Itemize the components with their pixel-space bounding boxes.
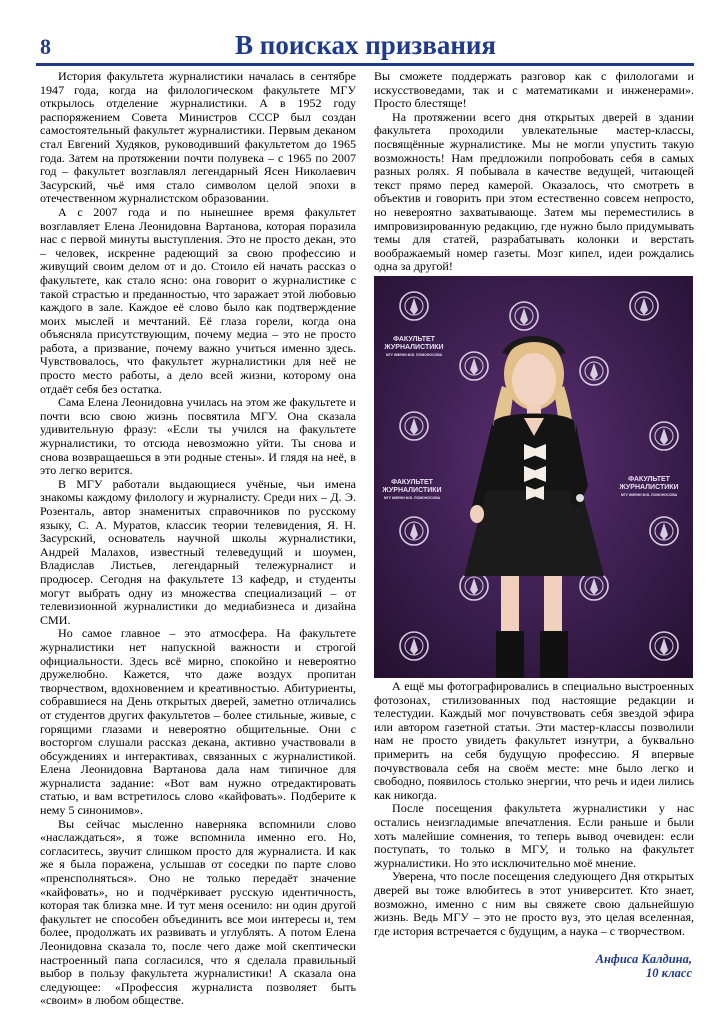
backdrop-label: ФАКУЛЬТЕТ: [628, 476, 670, 483]
photo-illustration: [374, 276, 693, 678]
backdrop-label: ЖУРНАЛИСТИКИ: [384, 344, 444, 351]
paragraph: Вы сейчас мысленно наверняка вспомнили слово «наслаждаться», я тоже вспомнила именно его. Но, согласитесь, звучит слишком просто для журналиста. И как же я была поражена, услышав от соседки по парте слово «пренсполняться». Оно не только передаёт значение «кайфовать», но и подчёркивает русскую идентичность, которая так близка мне. И тут меня осенило: ни один другой факультет не способен объединить все мои интересы и, тем более, продолжать их развивать и углублять. А потом Елена Леонидовна сказала то, после чего даже мой скептически настроенный папа согласился, что я сделала правильный выбор в пользу факультета журналистики! А сказала она следующее: «Профессия журналиста позволяет быть «своим» в любом обществе.: [40, 816, 356, 1008]
page-number: 8: [40, 34, 51, 59]
backdrop-sublabel: МГУ ИМЕНИ М.В. ЛОМОНОСОВА: [385, 353, 443, 357]
paragraph: Но самое главное – это атмосфера. На факультете журналистики нет напускной важности и строгой официальности. Здесь всё мирно, спокойно и невероятно дружелюбно. Кажется, что даже воздух пропитан творчеством, вдохновением и креативностью. Абитуриенты, собравшиеся на День открытых дверей, заметно отличались от студентов других факультетов – более стильные, живые, с горящими глазами и невероятно общительные. Они с восторгом слушали рассказ декана, активно участвовали в обсуждениях и интерактивах, связанных с журналистикой. Елена Леонидовна Вартанова дала нам типичное для журналиста задание: «Вот вам нужно отредактировать статью, и вам встретилось слово «кайфовать». Подберите к нему 5 синонимов».: [40, 626, 356, 818]
paragraph: А ещё мы фотографировались в специально выстроенных фотозонах, стилизованных под настоящие редакции и телестудии. Каждый мог почувствовать себя звездой эфира или автором газетной статьи. Эти мастер-классы позволили нам не просто увидеть факультет изнутри, а буквально примерить на себя будущую профессию. Я впервые почувствовала себя на своём месте: мне было легко и свободно, появилось столько энергии, что речь и идеи лились как никогда.: [374, 679, 694, 802]
backdrop-label: ФАКУЛЬТЕТ: [391, 479, 433, 486]
author-name: Анфиса Калдина,: [595, 952, 692, 966]
paragraph: Уверена, что после посещения следующего Дня открытых дверей вы тоже влюбитесь в этот университет. Кто знает, возможно, именно с ним вы свяжете свою дальнейшую жизнь. Ведь МГУ – это не просто вуз, это целая вселенная, где история встречается с будущим, а наука – с творчеством.: [374, 869, 694, 938]
paragraph: В МГУ работали выдающиеся учёные, чьи имена знакомы каждому филологу и журналисту. Среди них – Д. Э. Розенталь, автор знаменитых справочников по русскому языку, С. А. Муратов, классик теории телевидения, Я. Н. Засурский, основатель научной школы журналистики, Андрей Малахов, известный телеведущий и шоумен, Владислав Листьев, легендарный тележурналист и продюсер. Сегодня на факультете 13 кафедр, и студенты могут выбрать одну из множества специализаций – от телевизионной журналистики до медиабизнеса и дизайна СМИ.: [40, 476, 356, 627]
after-photo-column: [374, 680, 694, 938]
paragraph: После посещения факультета журналистики у нас остались неизгладимые впечатления. Если раньше и были хоть малейшие сомнения, то теперь вывод очевиден: если поступать, то только в МГУ, и только на факультет журналистики. Но это исключительно моё мнение.: [374, 801, 694, 870]
backdrop-sublabel: МГУ ИМЕНИ М.В. ЛОМОНОСОВА: [383, 496, 441, 500]
paragraph: А с 2007 года и по нынешнее время факультет возглавляет Елена Леонидовна Вартанова, которая поразила нас с первой минуты выступления. Это не просто декан, это – человек, искренне радеющий за свою профессию и живущий своим делом от и до. Стоило ей начать рассказ о факультете, как стало ясно: она говорит о журналистике с такой страстью и преданностью, что заражает этой любовью каждого в зале. Каждое её слово было как подтверждение моих мыслей и мечтаний. Её глаза горели, когда она объясняла присутствующим, почему медиа – это не просто работа, а призвание, почему важно учиться именно здесь. Чувствовалось, что факультет журналистики для неё не просто место работы, а дело всей жизни, которому она отдаёт себя без остатка.: [40, 204, 356, 396]
backdrop-label: ЖУРНАЛИСТИКИ: [382, 487, 442, 494]
backdrop-sublabel: МГУ ИМЕНИ М.В. ЛОМОНОСОВА: [620, 493, 678, 497]
author-signature: [596, 952, 692, 980]
left-column: [40, 70, 356, 1008]
paragraph: Вы сможете поддержать разговор как с филологами и искусствоведами, так и с математиками и инженерами». Просто блестяще!: [374, 69, 694, 111]
page-title: В поисках призвания: [235, 30, 497, 60]
paragraph: История факультета журналистики началась в сентябре 1947 года, когда на филологическом факультете МГУ открылось отделение журналистики. А в 1952 году распоряжением Совета Министров СССР был создан самостоятельный факультет журналистики. Первым деканом стал Евгений Худяков, руководивший факультетом до 1965 года. Затем на протяжении почти полувека – с 1965 по 2007 год – факультет возглавлял легендарный Ясен Николаевич Засурский, чьё имя стало символом целой эпохи в отечественном журналистском образовании.: [40, 69, 356, 206]
paragraph: На протяжении всего дня открытых дверей в здании факультета проходили увлекательные мастер-классы, посвящённые журналистике. Мы не могли упустить такую возможность! Нам предложили попробовать себя в самых разных ролях. Я побывала в качестве ведущей, читающей текст прямо перед камерой. Оказалось, что смотреть в объектив и говорить при этом естественно совсем непросто, но невероятно захватывающе. Затем мы переместились в импровизированную редакцию, где нужно было придумывать темы для статей, разрабатывать колонки и верстать воображаемый номер газеты. Мозг кипел, идеи рождались одна за другой!: [374, 109, 694, 274]
title-rule: [36, 63, 694, 66]
right-column: [374, 70, 694, 274]
author-grade: 10 класс: [646, 966, 692, 980]
backdrop-label: ЖУРНАЛИСТИКИ: [619, 484, 679, 491]
backdrop-label: ФАКУЛЬТЕТ: [393, 336, 435, 343]
paragraph: Сама Елена Леонидовна училась на этом же факультете и почти всю свою жизнь посвятила МГУ. Она сказала удивительную фразу: «Если ты учился на факультете журналистики, то отсюда невозможно уйти. Ты снова и снова возвращаешься в эти родные стены». И глядя на неё, в это легко верится.: [40, 395, 356, 478]
article-photo: [374, 276, 693, 678]
